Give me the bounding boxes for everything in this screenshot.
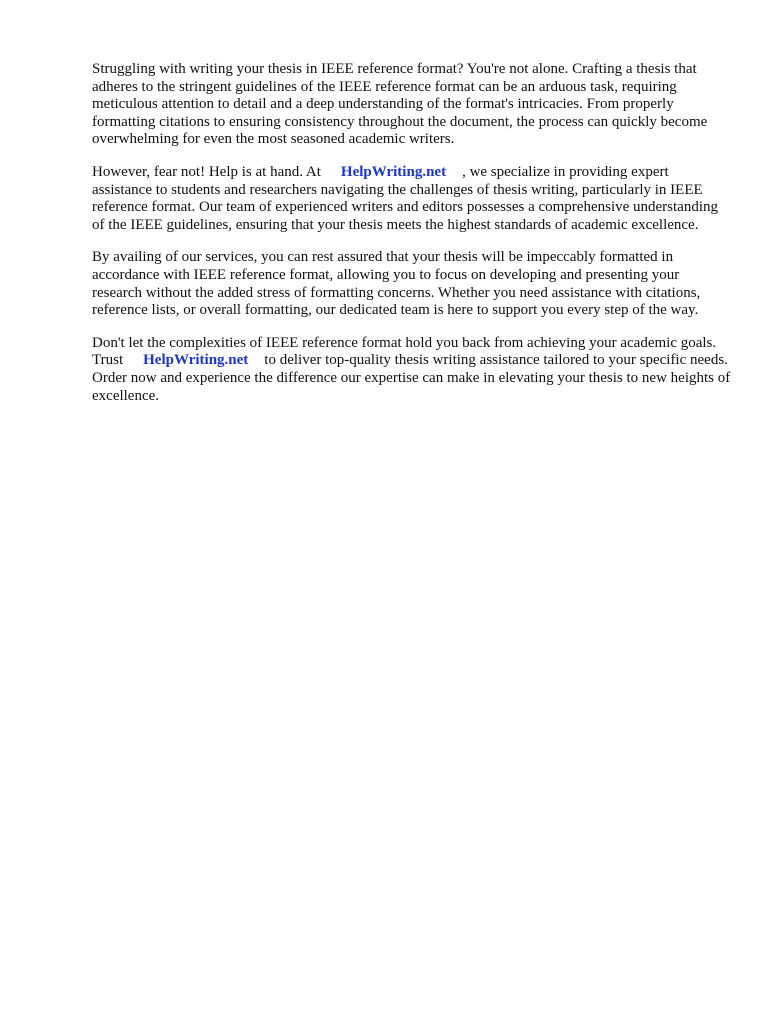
helpwriting-link-1[interactable]: HelpWriting.net bbox=[340, 163, 447, 180]
helpwriting-link-2[interactable]: HelpWriting.net bbox=[143, 352, 249, 369]
document-body bbox=[92, 61, 732, 420]
paragraph-closing bbox=[92, 335, 732, 405]
paragraph-help-after: , we specialize in providing expert assistance to students and researchers navigating the challenges of thesis writing, particularly in IEEE reference format. Our team of experienced writers and editors possesses a comprehensive understanding of the IEEE guidelines, ensuring that your thesis meets the highest standards of academic excellence. bbox=[92, 163, 719, 233]
paragraph-help bbox=[92, 164, 732, 234]
paragraph-services: By availing of our services, you can rest assured that your thesis will be impeccably formatted in accordance with IEEE reference format, allowing you to focus on developing and presenting your research without the added stress of formatting concerns. Whether you need assistance with citations, reference lists, or overall formatting, our dedicated team is here to support you every step of the way. bbox=[92, 249, 701, 319]
paragraph-closing-after: to deliver top-quality thesis writing assistance tailored to your specific needs. Order now and experience the difference our expertise can make in elevating your thesis to new heights of excellence. bbox=[92, 352, 731, 404]
paragraph-closing-before: Don't let the complexities of IEEE reference format hold you back from achieving your academic goals. Trust bbox=[92, 334, 717, 369]
paragraph-intro: Struggling with writing your thesis in IEEE reference format? You're not alone. Crafting a thesis that adheres to the stringent guidelines of the IEEE reference format can be an arduous task, requiring meticulous attention to detail and a deep understanding of the format's intricacies. From properly formatting citations to ensuring consistency throughout the document, the process can quickly become overwhelming for even the most seasoned academic writers. bbox=[92, 61, 708, 148]
paragraph-help-before: However, fear not! Help is at hand. At bbox=[92, 163, 321, 180]
